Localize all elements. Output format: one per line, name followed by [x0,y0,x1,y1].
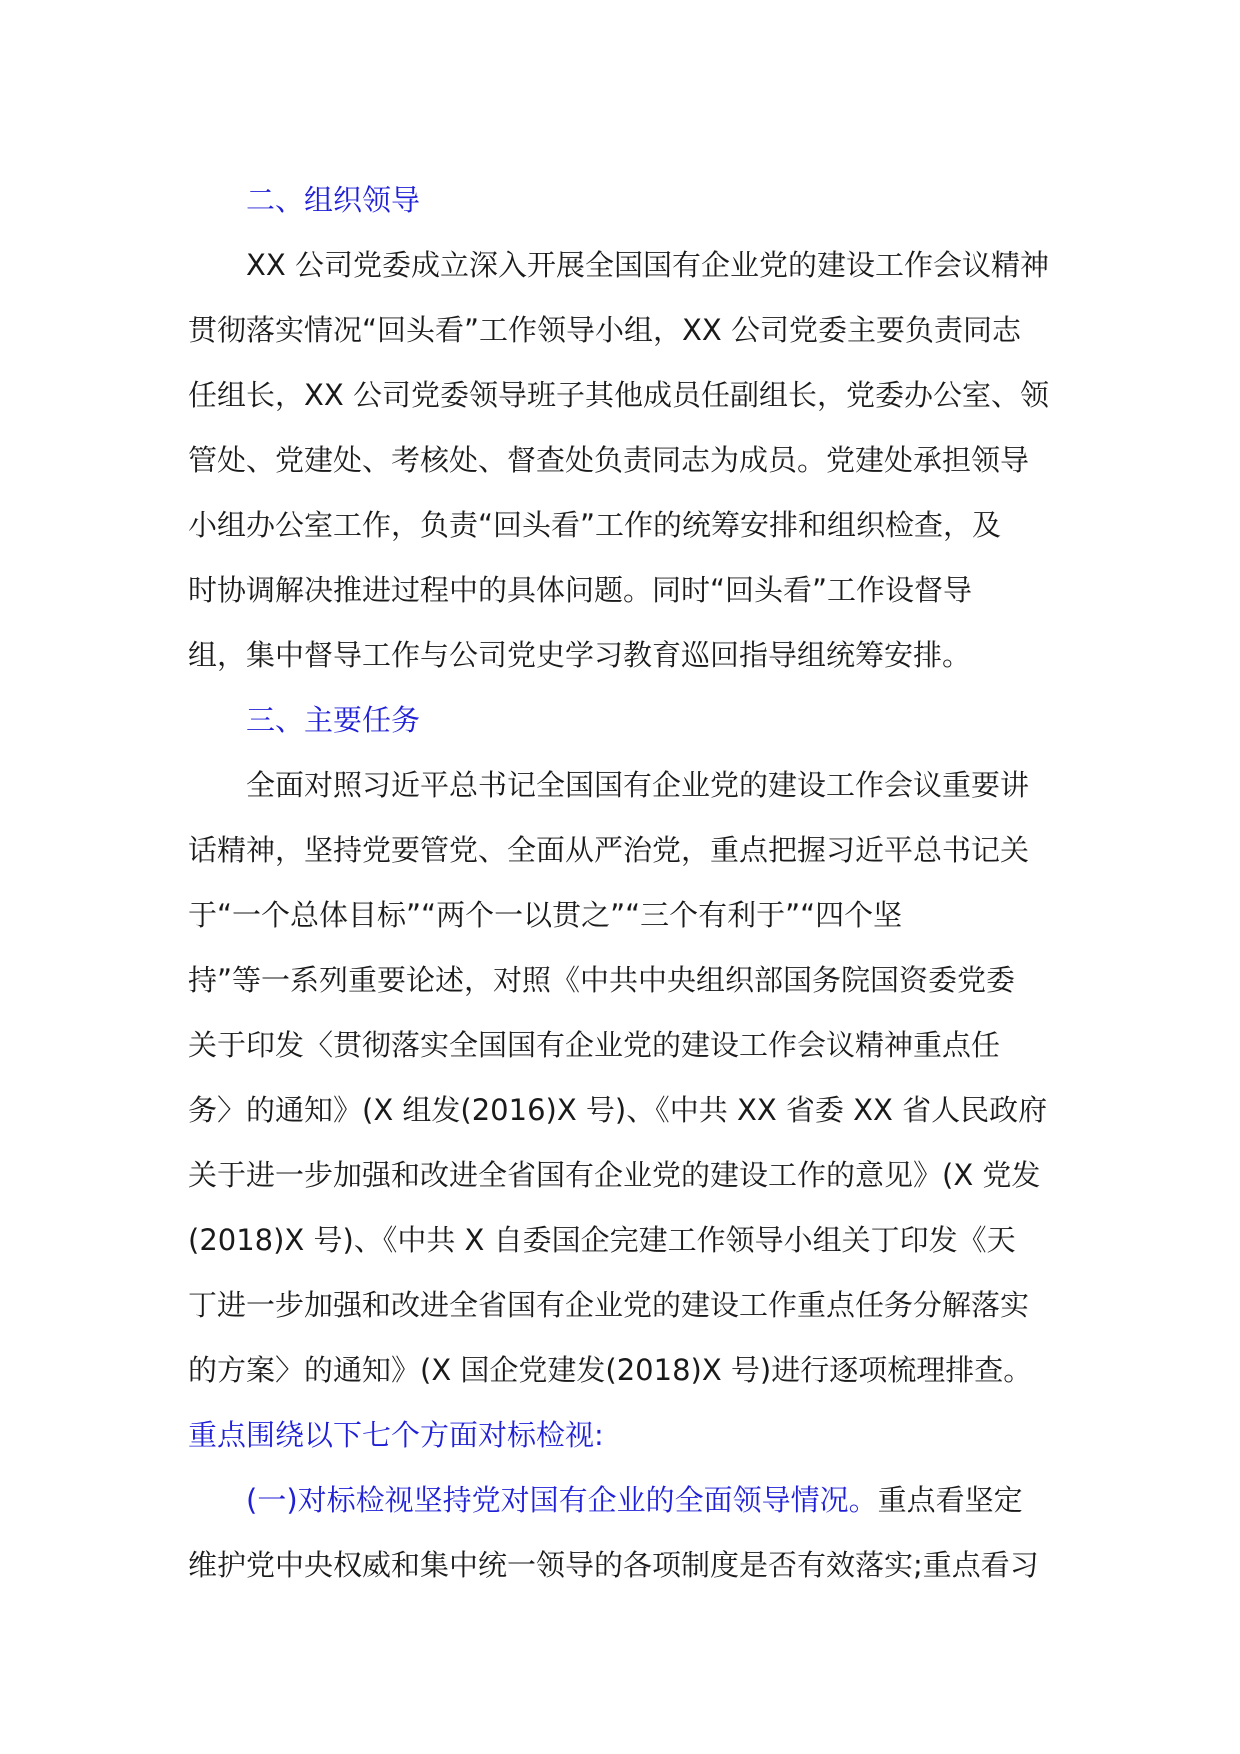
paragraph-line: 关于进一步加强和改进全省国有企业党的建设工作的意见》(X 党发 [188,1158,1041,1192]
paragraph-line: 于“一个总体目标”“两个一以贯之”“三个有利于”“四个坚 [188,898,903,932]
paragraph-line: 任组长，XX 公司党委领导班子其他成员任副组长，党委办公室、领 [188,378,1049,412]
list-item-line [188,1468,1058,1533]
list-item-title: (一)对标检视坚持党对国有企业的全面领导情况。 [246,1483,878,1517]
list-item-text: 重点看坚定 [877,1483,1023,1517]
section-heading-organization: 二、组织领导 [246,183,421,217]
paragraph-line: 的方案〉的通知》(X 国企党建发(2018)X 号)进行逐项梳理排查。 [188,1353,1033,1387]
paragraph-line: 时协调解决推进过程中的具体问题。同时“回头看”工作设督导 [188,573,973,607]
paragraph-line: 贯彻落实情况“回头看”工作领导小组，XX 公司党委主要负责同志 [188,313,1022,347]
list-item-1 [188,1468,1058,1598]
paragraph-line: 全面对照习近平总书记全国国有企业党的建设工作会议重要讲 [246,768,1030,802]
paragraph-line: XX 公司党委成立深入开展全国国有企业党的建设工作会议精神 [246,248,1049,282]
paragraph-line: 丁进一步加强和改进全省国有企业党的建设工作重点任务分解落实 [188,1288,1030,1322]
paragraph-line: 持”等一系列重要论述，对照《中共中央组织部国务院国资委党委 [188,963,1016,997]
document-page [188,168,1058,1598]
paragraph-organization [188,233,1058,688]
paragraph-line: 务〉的通知》(X 组发(2016)X 号)、《中共 XX 省委 XX 省人民政府 [188,1093,1048,1127]
list-item-line: 维护党中央权威和集中统一领导的各项制度是否有效落实;重点看习 [188,1548,1039,1582]
paragraph-line: 小组办公室工作，负责“回头看”工作的统筹安排和组织检查，及 [188,508,1002,542]
paragraph-main-tasks [188,753,1058,1468]
paragraph-line: 组，集中督导工作与公司党史学习教育巡回指导组统筹安排。 [188,638,972,672]
section-heading-main-tasks: 三、主要任务 [246,703,421,737]
paragraph-line: 话精神，坚持党要管党、全面从严治党，重点把握习近平总书记关 [188,833,1030,867]
paragraph-line: 关于印发〈贯彻落实全国国有企业党的建设工作会议精神重点任 [188,1028,1001,1062]
paragraph-line: 管处、党建处、考核处、督查处负责同志为成员。党建处承担领导 [188,443,1030,477]
paragraph-line: (2018)X 号)、《中共 X 自委国企完建工作领导小组关丁印发《天 [188,1223,1016,1257]
paragraph-line-highlight: 重点围绕以下七个方面对标检视: [188,1418,604,1452]
